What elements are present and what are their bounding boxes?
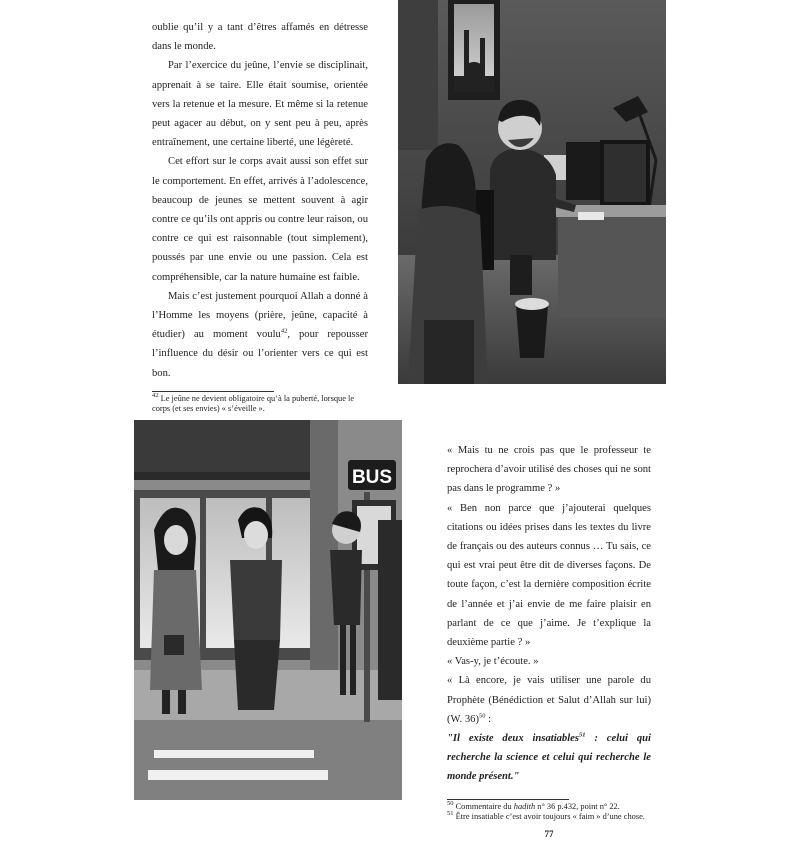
- framed-mosque-picture: [448, 0, 500, 100]
- footnote-italic: hadith: [513, 801, 536, 811]
- footnote-number: 50: [447, 799, 454, 807]
- dialogue-line: « Mais tu ne crois pas que le professeur te reprochera d’avoir utilisé des choses qui ne sont pas dans le programme ? »: [447, 445, 651, 495]
- office-illustration: [398, 0, 666, 384]
- dialogue-line: « Vas-y, je t’écoute. »: [447, 656, 539, 668]
- footnote: [447, 812, 651, 823]
- quote-text: : celui qui recherche la science et celui qui recherche le monde présent.": [447, 733, 651, 783]
- woman-in-hijab: [150, 508, 202, 714]
- page-77-text: [447, 441, 651, 844]
- paragraph: Cet effort sur le corps avait aussi son effet sur le comportement. En effet, arrivés à l’adolescence, beaucoup de jeunes se mettent souvent à agir contre ce qu’ils ont appris ou contre leur raison, ou contre ce qui est raisonnable (tout simplement), poussés par une envie ou une passion. Cela est compréhensible, car la nature humaine est faible.: [152, 156, 368, 283]
- footnote: [447, 799, 651, 813]
- pc-tower: [566, 142, 602, 200]
- footnote-text: Le jeûne ne devient obligatoire qu’à la puberté, lorsque le corps (et ses envies) « s’éveille ».: [152, 393, 355, 414]
- bus-stop-illustration: [134, 420, 402, 800]
- footnote-text: n° 36 p.432, point n° 22.: [535, 801, 620, 811]
- paragraph: Par l’exercice du jeûne, l’envie se disciplinait, apprenait à se taire. Elle était soumise, orientée vers la retenue et la mesure. Et même si la retenue peut agacer au début, on y sent peu à peu, après entraînement, une certaine liberté, une légèreté.: [152, 60, 368, 149]
- paragraph-text: Mais c’est justement pourquoi Allah a donné à l’Homme les moyens (prière, jeûne, capacité à étudier) au moment voulu: [152, 290, 368, 341]
- bus-sign-text: BUS: [351, 467, 393, 488]
- footnote-text: Commentaire du: [453, 801, 514, 811]
- awning: [134, 472, 334, 480]
- footnote-ref: 50: [478, 712, 486, 720]
- window-curtain: [398, 0, 438, 150]
- hadith-quote: [447, 729, 651, 787]
- footnote-ref: 42: [280, 327, 288, 335]
- dialogue-line: « Ben non parce que j’ajouterai quelques citations ou idées prises dans les textes du livre de français ou des auteurs connus … Tu sais, ce qui est vrai peut être dit de diverses façons. De toute façon, c’est la dernière composition écrite de l’année et j’ai envie de me faire plaisir en parlant de ce que j’aime. Je t’explique la deuxième partie ? »: [447, 502, 651, 649]
- page-68-text: [152, 18, 368, 440]
- quote-text: "Il existe deux insatiables: [447, 733, 579, 745]
- footnote-divider: [152, 391, 274, 392]
- person-edge: [378, 520, 402, 700]
- footnote-number: 42: [152, 392, 159, 400]
- footnote-ref: 51: [579, 731, 586, 739]
- building-top: [134, 420, 324, 480]
- footnote-text: Être insatiable c’est avoir toujours « faim » d’une chose.: [453, 812, 645, 822]
- footnote-number: 51: [447, 810, 454, 818]
- waste-bin: [515, 298, 549, 358]
- paragraph-text: , pour repousser l’influence du désir ou l’orienter vers ce qui est bon.: [152, 329, 368, 379]
- paragraph: oublie qu’il y a tant d’êtres affamés en détresse dans le monde.: [152, 22, 368, 53]
- page-number: 77: [544, 828, 554, 839]
- footnote: [152, 394, 368, 415]
- dialogue-line: [447, 671, 651, 729]
- dialogue-text: :: [485, 713, 492, 725]
- paragraph: [152, 287, 368, 383]
- dialogue-text: « Là encore, je vais utiliser une parole du Prophète (Bénédiction et Salut d’Allah sur lui) (W. 36): [447, 675, 651, 725]
